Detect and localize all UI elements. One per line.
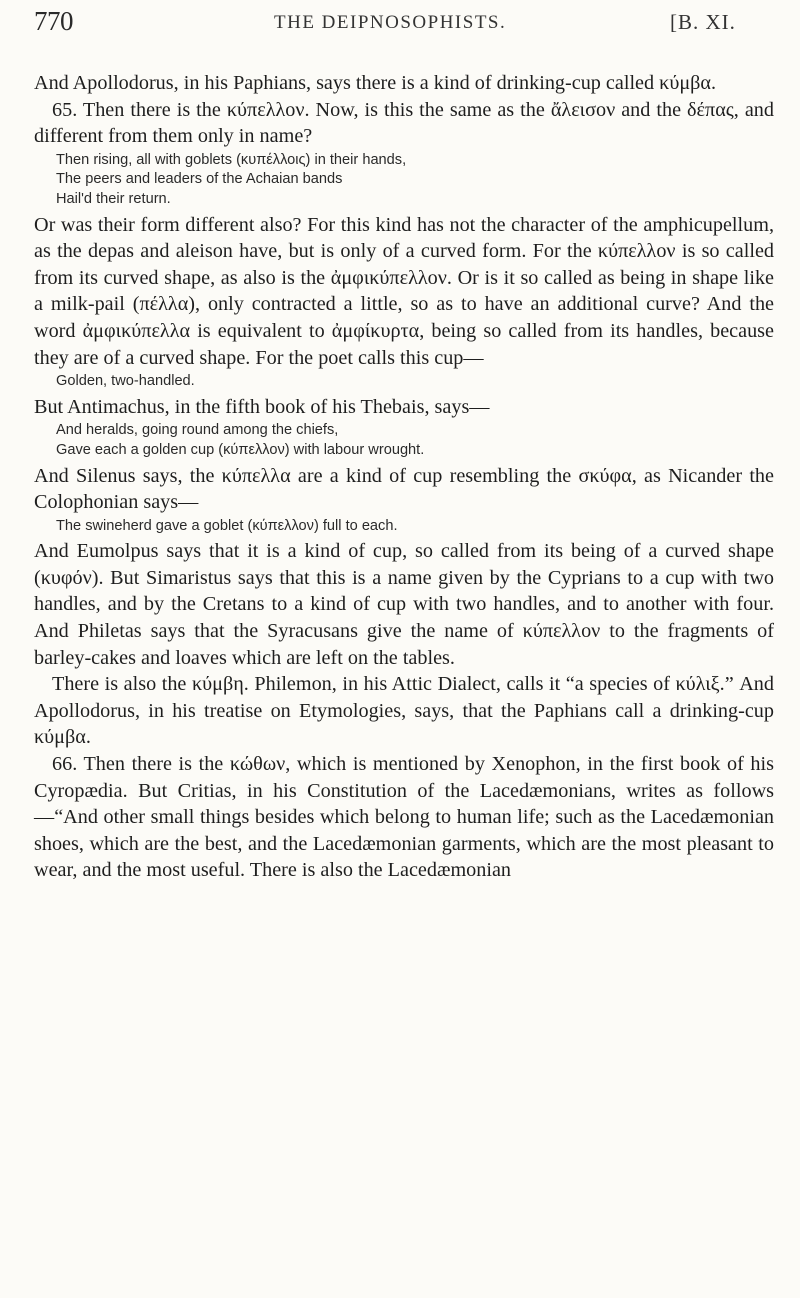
paragraph-8-section-66: 66. Then there is the κώθων, which is mentioned by Xenophon, in the first book of his Cyropædia. But Critias, in his Constitution of the Lacedæmonians, writes as follows—“And other small things besides which belong to human life; such as the Lacedæmonian shoes, which are the best, and the Lacedæmonian garments, which are the most pleasant to wear, and the most useful. There is also the Lacedæmonian xyxy=(34,753,774,882)
page xyxy=(34,0,774,882)
verse-line: And heralds, going round among the chiefs, xyxy=(56,422,339,439)
page-body xyxy=(34,70,774,884)
verse-line: The swineherd gave a goblet (κύπελλον) full to each. xyxy=(56,517,398,534)
paragraph-7: There is also the κύμβη. Philemon, in his Attic Dialect, calls it “a species of κύλιξ.” And Apollodorus, in his treatise on Etymologies, says, that the Paphians call a drinking-cup κύμβα. xyxy=(34,673,774,749)
paragraph-1: And Apollodorus, in his Paphians, says there is a kind of drinking-cup called κύμβα. xyxy=(34,72,717,94)
verse-quote-3 xyxy=(34,421,774,460)
verse-quote-2 xyxy=(34,372,774,392)
running-header xyxy=(34,0,774,58)
paragraph-6: And Eumolpus says that it is a kind of cup, so called from its being of a curved shape (κυφόν). But Simaristus says that this is a name given by the Cyprians to a cup with two handles, and by the Cretans to a kind of cup with two handles, and to another with four. And Philetas says that the Syracusans give the name of κύπελλον to the fragments of barley-cakes and loaves which are left on the tables. xyxy=(34,540,774,669)
book-reference: [B. XI. xyxy=(670,10,736,34)
verse-line: Then rising, all with goblets (κυπέλλοις) in their hands, xyxy=(56,151,407,168)
verse-line: The peers and leaders of the Achaian bands xyxy=(56,171,343,188)
running-title: THE DEIPNOSOPHISTS. xyxy=(274,12,507,33)
page-number: 770 xyxy=(34,6,73,36)
verse-quote-1 xyxy=(34,151,774,210)
paragraph-2-section-65: 65. Then there is the κύπελλον. Now, is this the same as the ἄλεισον and the δέπας, and different from them only in name? xyxy=(34,98,774,148)
verse-line: Hail'd their return. xyxy=(56,190,171,207)
verse-line: Gave each a golden cup (κύπελλον) with labour wrought. xyxy=(56,441,425,458)
paragraph-5: And Silenus says, the κύπελλα are a kind of cup resembling the σκύφα, as Nicander the Colophonian says— xyxy=(34,464,774,514)
verse-quote-4 xyxy=(34,517,774,537)
verse-line: Golden, two-handled. xyxy=(56,373,195,390)
paragraph-3: Or was their form different also? For this kind has not the character of the amphicupellum, as the depas and aleison have, but is only of a curved form. For the κύπελλον is so called from its curved shape, as also is the ἀμφικύπελλον. Or is it so called as being in shape like a milk-pail (πέλλα), only contracted a little, so as to have an additional curve? And the word ἀμφικύπελλα is equivalent to ἀμφίκυρτα, being so called from its handles, because they are of a curved shape. For the poet calls this cup— xyxy=(34,213,774,369)
paragraph-4: But Antimachus, in the fifth book of his Thebais, says— xyxy=(34,395,490,418)
